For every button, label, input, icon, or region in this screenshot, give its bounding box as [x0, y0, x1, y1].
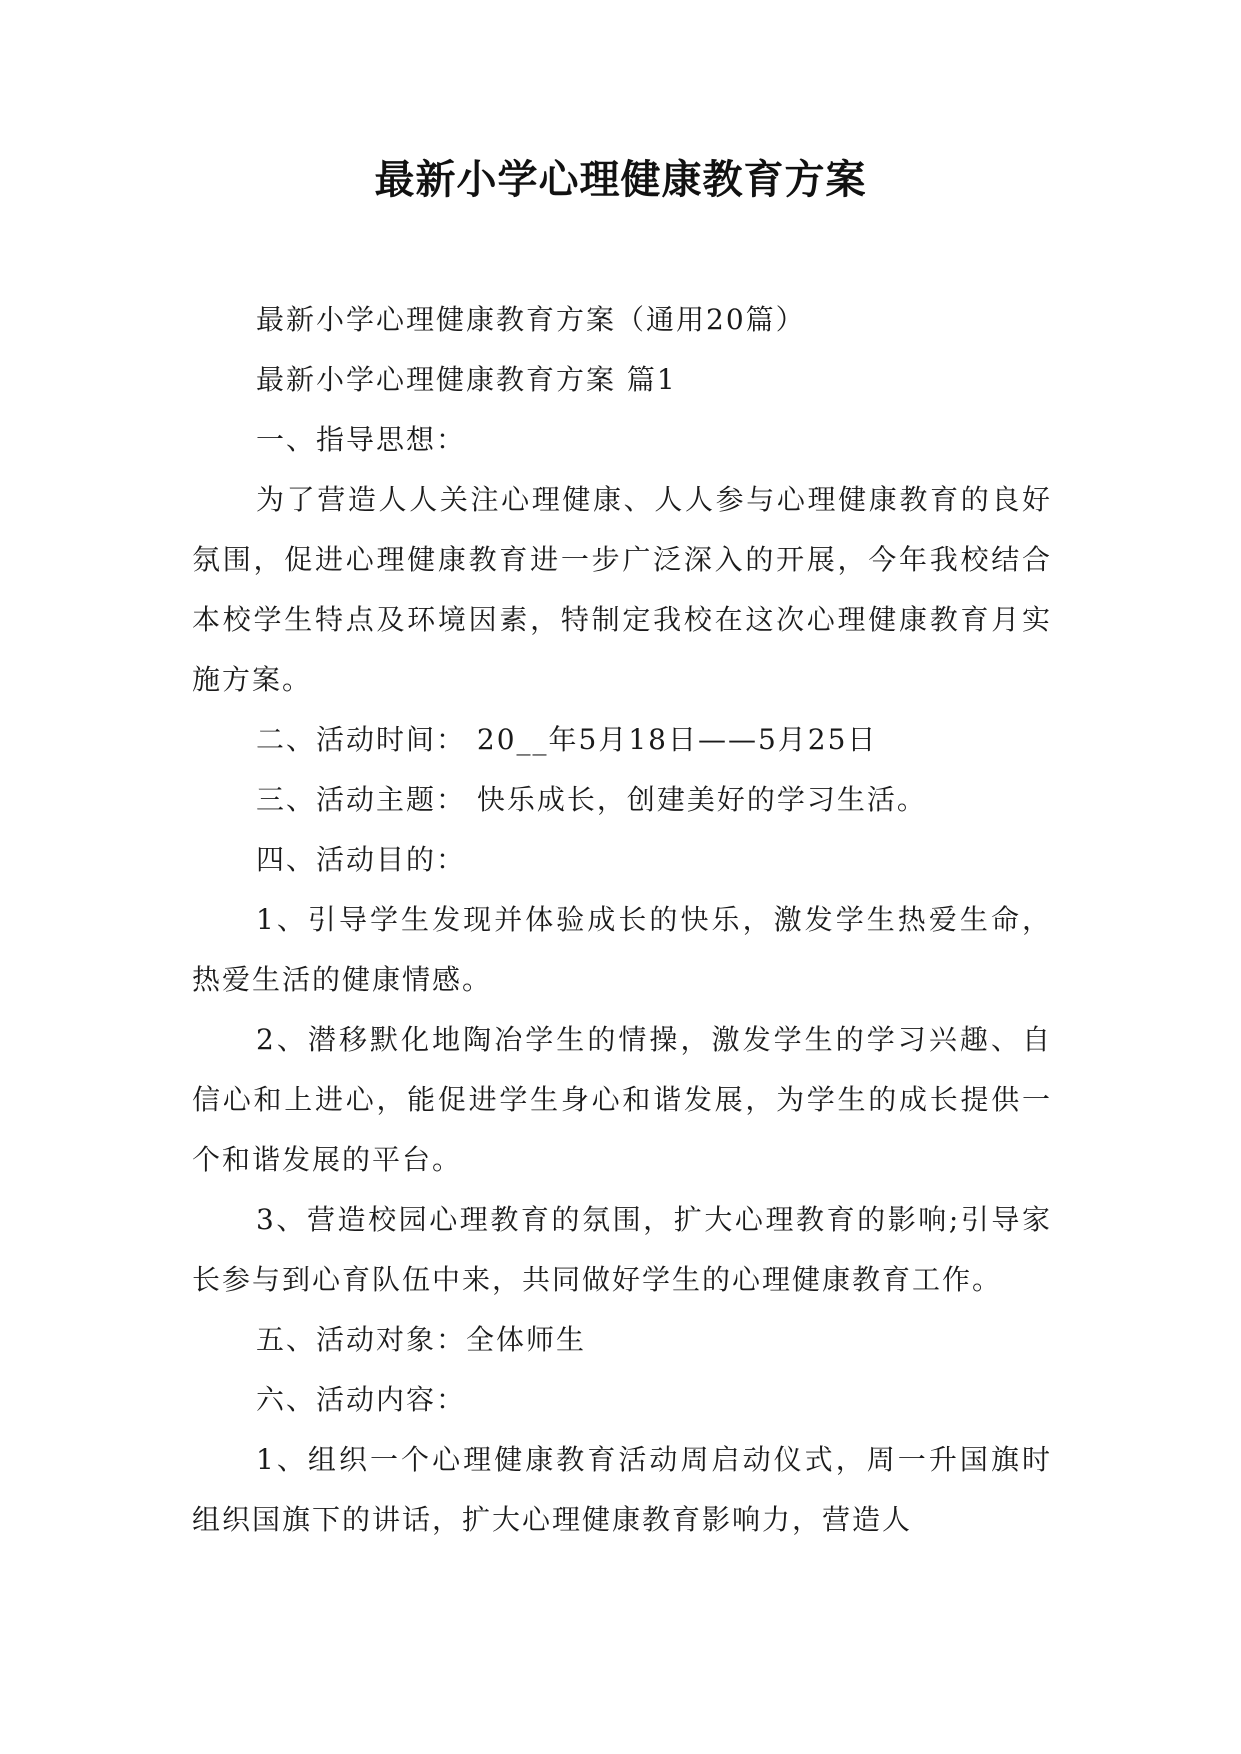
paragraph-guiding-thought: 为了营造人人关注心理健康、人人参与心理健康教育的良好氛围，促进心理健康教育进一步广泛深入的开展，今年我校结合本校学生特点及环境因素，特制定我校在这次心理健康教育月实施方案。 — [192, 483, 1052, 696]
section-heading-activity-goals: 四、活动目的： — [256, 843, 467, 876]
paragraph-content-1: 1、组织一个心理健康教育活动周启动仪式，周一升国旗时组织国旗下的讲话，扩大心理健康教育影响力，营造人 — [192, 1443, 1052, 1536]
paragraph-goal-1: 1、引导学生发现并体验成长的快乐，激发学生热爱生命，热爱生活的健康情感。 — [192, 903, 1052, 996]
section-heading-activity-content: 六、活动内容： — [256, 1383, 467, 1416]
paragraph-activity-theme: 三、活动主题： 快乐成长，创建美好的学习生活。 — [256, 783, 927, 816]
paragraph-subtitle: 最新小学心理健康教育方案（通用20篇） — [256, 303, 806, 336]
paragraph-goal-2: 2、潜移默化地陶冶学生的情操，激发学生的学习兴趣、自信心和上进心，能促进学生身心和谐发展，为学生的成长提供一个和谐发展的平台。 — [192, 1023, 1052, 1176]
paragraph-activity-time: 二、活动时间： 20__年5月18日——5月25日 — [256, 723, 878, 756]
section-heading-guiding-thought: 一、指导思想： — [256, 423, 467, 456]
paragraph-goal-3: 3、营造校园心理教育的氛围，扩大心理教育的影响;引导家长参与到心育队伍中来，共同做好学生的心理健康教育工作。 — [192, 1203, 1052, 1296]
document-body — [192, 290, 1052, 1550]
paragraph-activity-target: 五、活动对象：全体师生 — [256, 1323, 587, 1356]
document-title: 最新小学心理健康教育方案 — [374, 157, 867, 203]
paragraph-part-heading: 最新小学心理健康教育方案 篇1 — [256, 363, 677, 396]
